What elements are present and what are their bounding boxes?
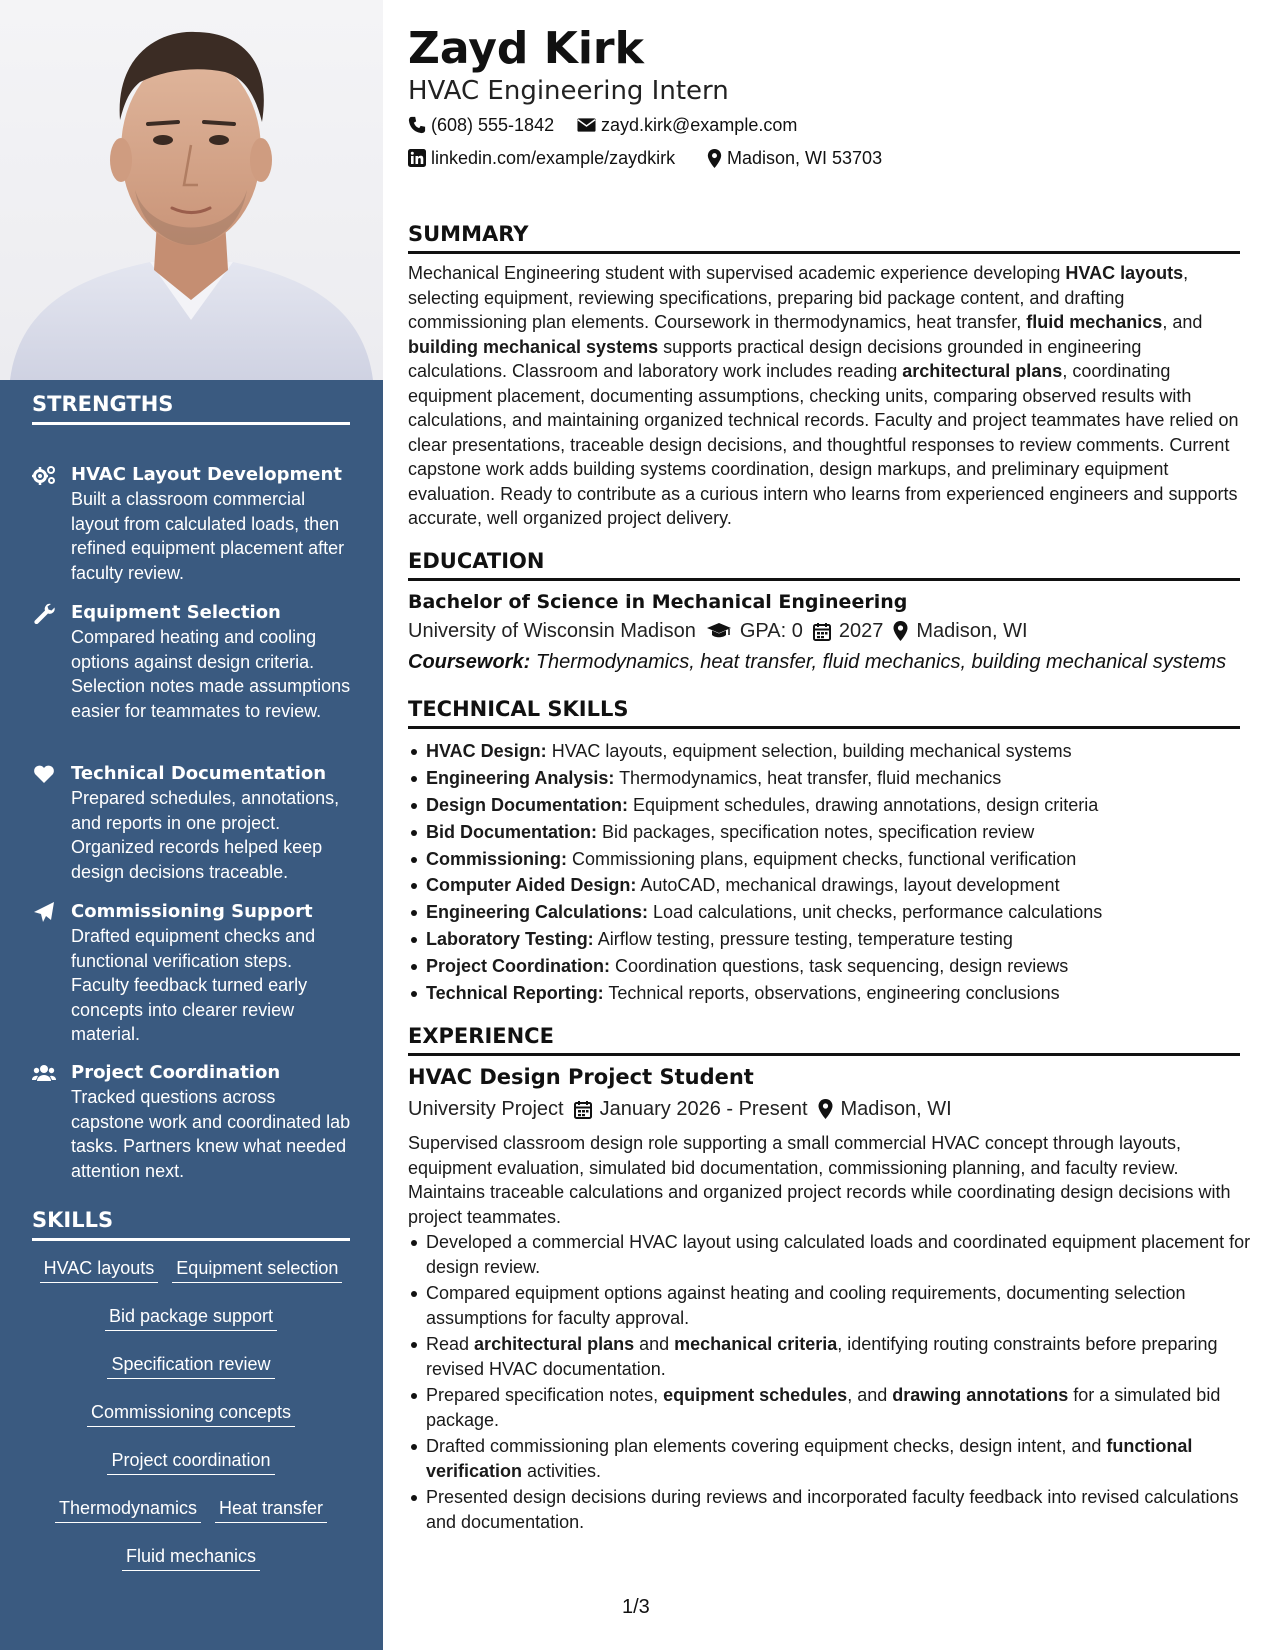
strength-title: Commissioning Support	[71, 901, 313, 922]
coursework-line	[408, 649, 1226, 675]
strength-title: Technical Documentation	[71, 763, 327, 784]
skill-chip: Commissioning concepts	[87, 1400, 295, 1427]
map-pin-icon	[893, 621, 908, 641]
contact-linkedin[interactable]	[408, 146, 675, 170]
skill-category: Project Coordination:	[426, 956, 610, 977]
job-location: Madison, WI	[840, 1098, 952, 1120]
skill-values: Thermodynamics, heat transfer, fluid mechanics	[614, 767, 1002, 788]
text-run: , coordinating equipment placement, documenting assumptions, checking units, comparing observed results with calculations, and maintaining organized technical records. Faculty and project teammates have relied on clear presentations, traceable design decisions, and thoughtful responses to review comments. Current capstone work adds building systems coordination, design markups, and preliminary equipment evaluation. Ready to contribute as a curious intern who learns from experienced engineers and supports accurate, well organized project delivery.	[408, 361, 1239, 528]
text-run: Mechanical Engineering student with supervised academic experience developing	[408, 263, 1066, 283]
text-run: , and	[1162, 312, 1203, 332]
emphasis-text: functional verification	[426, 1436, 1193, 1481]
contact-email[interactable]	[577, 113, 797, 137]
skills-title: SKILLS	[32, 1208, 350, 1241]
experience-summary: Supervised classroom design role supporting a small commercial HVAC concept through layouts, equipment evaluation, simulated bid documentation, commissioning planning, and faculty review. Maintains traceable calculations and organized project records while coordinating design decisions with project teammates.	[408, 1133, 1231, 1227]
skill-category: Design Documentation:	[426, 794, 629, 815]
technical-skill-item	[426, 873, 1258, 898]
strength-item	[32, 600, 352, 723]
location-text: Madison, WI 53703	[727, 148, 883, 168]
strengths-title: STRENGTHS	[32, 392, 350, 425]
graduation-year: 2027	[838, 620, 884, 642]
skills-list	[32, 1256, 350, 1571]
emphasis-text: drawing annotations	[892, 1385, 1069, 1405]
experience-meta	[408, 1096, 952, 1122]
skill-category: Laboratory Testing:	[426, 929, 594, 950]
paper-plane-icon	[32, 901, 56, 923]
job-dates: January 2026 - Present	[599, 1098, 808, 1120]
text-run: Read	[426, 1334, 475, 1354]
skill-chip: Thermodynamics	[55, 1496, 201, 1523]
wrench-icon	[32, 602, 56, 624]
strength-item	[32, 899, 352, 1047]
technical-skill-item	[426, 954, 1258, 979]
heart-icon	[32, 763, 56, 785]
emphasis-text: architectural plans	[474, 1334, 635, 1354]
graduation-cap-icon	[706, 622, 732, 640]
school-name: University of Wisconsin Madison	[408, 620, 696, 642]
strength-desc: Prepared schedules, annotations, and reports in one project. Organized records helped keep design decisions traceable.	[71, 788, 340, 882]
skill-values: Airflow testing, pressure testing, temperature testing	[593, 929, 1013, 950]
gears-icon	[32, 464, 56, 486]
technical-skill-item	[426, 981, 1258, 1006]
text-run: , identifying routing constraints before preparing revised HVAC documentation.	[426, 1334, 1218, 1379]
text-run: , selecting equipment, reviewing specifications, preparing bid package content, and drafting commissioning plan elements. Coursework in thermodynamics, heat transfer,	[408, 263, 1189, 332]
strength-title: Equipment Selection	[71, 602, 281, 623]
skill-category: Computer Aided Design:	[426, 875, 637, 896]
technical-skill-item	[426, 739, 1258, 764]
skill-values: Equipment schedules, drawing annotations, design criteria	[628, 794, 1099, 815]
text-run: Prepared specification notes,	[426, 1385, 664, 1405]
users-icon	[32, 1062, 56, 1084]
experience-bullet	[426, 1383, 1258, 1432]
contact-location	[707, 146, 882, 170]
technical-skill-item	[426, 927, 1258, 952]
strength-desc: Drafted equipment checks and functional verification steps. Faculty feedback turned early concepts into clearer review material.	[71, 926, 316, 1044]
calendar-icon	[813, 622, 831, 641]
text-run: for a simulated bid package.	[426, 1385, 1221, 1430]
strength-desc: Built a classroom commercial layout from calculated loads, then refined equipment placement after faculty review.	[71, 489, 345, 583]
education-title: EDUCATION	[408, 547, 1240, 581]
technical-skills-title: TECHNICAL SKILLS	[408, 695, 1240, 729]
calendar-icon	[574, 1100, 592, 1119]
skill-chip: Project coordination	[107, 1448, 274, 1475]
skill-category: HVAC Design:	[426, 741, 547, 761]
strength-desc: Tracked questions across capstone work and coordinated lab tasks. Partners knew what needed attention next.	[71, 1087, 351, 1181]
portrait-illustration	[0, 0, 383, 380]
education-location: Madison, WI	[916, 620, 1028, 642]
experience-bullets	[408, 1230, 1258, 1536]
skill-values: AutoCAD, mechanical drawings, layout development	[636, 875, 1060, 896]
phone-text: (608) 555-1842	[431, 115, 555, 135]
linkedin-icon	[408, 149, 426, 167]
skill-values: Load calculations, unit checks, performance calculations	[648, 902, 1103, 923]
text-run: Drafted commissioning plan elements covering equipment checks, design intent, and	[426, 1436, 1107, 1456]
emphasis-text: HVAC layouts	[1065, 263, 1184, 283]
email-text: zayd.kirk@example.com	[601, 115, 798, 135]
experience-bullet	[426, 1332, 1258, 1381]
skill-category: Technical Reporting:	[426, 983, 604, 1004]
phone-icon	[408, 116, 426, 134]
strength-item	[32, 761, 352, 884]
organization-name: University Project	[408, 1098, 564, 1120]
skill-chip: Bid package support	[105, 1304, 277, 1331]
experience-bullet	[426, 1281, 1258, 1330]
skill-values: Technical reports, observations, engineering conclusions	[603, 983, 1060, 1004]
skill-values: Bid packages, specification notes, specification review	[597, 821, 1035, 842]
skill-values: Coordination questions, task sequencing, design reviews	[610, 956, 1069, 977]
coursework-label: Coursework:	[408, 651, 531, 673]
text-run: activities.	[522, 1460, 602, 1481]
technical-skill-item	[426, 847, 1258, 872]
strength-item	[32, 462, 352, 585]
strength-item	[32, 1060, 352, 1183]
skill-category: Engineering Analysis:	[426, 767, 615, 788]
experience-title: EXPERIENCE	[408, 1022, 1240, 1056]
envelope-icon	[577, 117, 596, 133]
strength-title: HVAC Layout Development	[71, 464, 342, 485]
linkedin-text: linkedin.com/example/zaydkirk	[431, 148, 676, 168]
degree-name: Bachelor of Science in Mechanical Engineering	[408, 591, 908, 613]
gpa-text: GPA: 0	[739, 620, 803, 642]
emphasis-text: equipment schedules	[663, 1385, 848, 1405]
skill-values: Commissioning plans, equipment checks, functional verification	[567, 848, 1077, 869]
text-run: Presented design decisions during reviews and incorporated faculty feedback into revised calculations and documentation.	[426, 1487, 1239, 1532]
experience-bullet	[426, 1434, 1258, 1483]
emphasis-text: architectural plans	[902, 361, 1063, 381]
skill-values: HVAC layouts, equipment selection, building mechanical systems	[546, 741, 1072, 761]
technical-skill-item	[426, 820, 1258, 845]
map-pin-icon	[707, 149, 722, 168]
candidate-name: Zayd Kirk	[408, 23, 644, 74]
skill-chip: Specification review	[107, 1352, 274, 1379]
sidebar	[0, 0, 383, 1650]
text-run: Developed a commercial HVAC layout using calculated loads and coordinated equipment placement for design review.	[426, 1232, 1251, 1277]
skill-chip: Heat transfer	[215, 1496, 327, 1523]
technical-skill-item	[426, 900, 1258, 925]
map-pin-icon	[818, 1099, 833, 1119]
text-run: and	[634, 1334, 675, 1354]
coursework-text: Thermodynamics, heat transfer, fluid mechanics, building mechanical systems	[535, 651, 1227, 673]
strength-desc: Compared heating and cooling options against design criteria. Selection notes made assumptions easier for teammates to review.	[71, 627, 351, 721]
emphasis-text: building mechanical systems	[408, 336, 659, 357]
skill-chip: Equipment selection	[172, 1256, 342, 1283]
text-run: supports practical design decisions grounded in engineering calculations. Classroom and laboratory work includes reading	[408, 336, 1142, 381]
text-run: , and	[847, 1385, 893, 1405]
job-title: HVAC Design Project Student	[408, 1065, 754, 1089]
technical-skill-item	[426, 793, 1258, 818]
experience-bullet	[426, 1230, 1258, 1279]
summary-text	[408, 261, 1240, 531]
profile-photo	[0, 0, 383, 380]
skill-category: Commissioning:	[426, 848, 568, 869]
technical-skill-item	[426, 766, 1258, 791]
skill-chip: Fluid mechanics	[122, 1544, 260, 1571]
strength-title: Project Coordination	[71, 1062, 281, 1083]
emphasis-text: fluid mechanics	[1026, 312, 1163, 332]
technical-skills-list	[408, 739, 1258, 1008]
education-meta	[408, 618, 1028, 644]
skill-category: Engineering Calculations:	[426, 902, 649, 923]
experience-bullet	[426, 1485, 1258, 1534]
skill-category: Bid Documentation:	[426, 821, 597, 842]
skill-chip: HVAC layouts	[40, 1256, 159, 1283]
summary-title: SUMMARY	[408, 220, 1240, 254]
contact-phone[interactable]	[408, 113, 554, 137]
candidate-headline: HVAC Engineering Intern	[408, 76, 729, 106]
page-number: 1/3	[622, 1596, 650, 1618]
text-run: Compared equipment options against heating and cooling requirements, documenting selection assumptions for faculty approval.	[426, 1283, 1186, 1328]
emphasis-text: mechanical criteria	[674, 1334, 838, 1354]
